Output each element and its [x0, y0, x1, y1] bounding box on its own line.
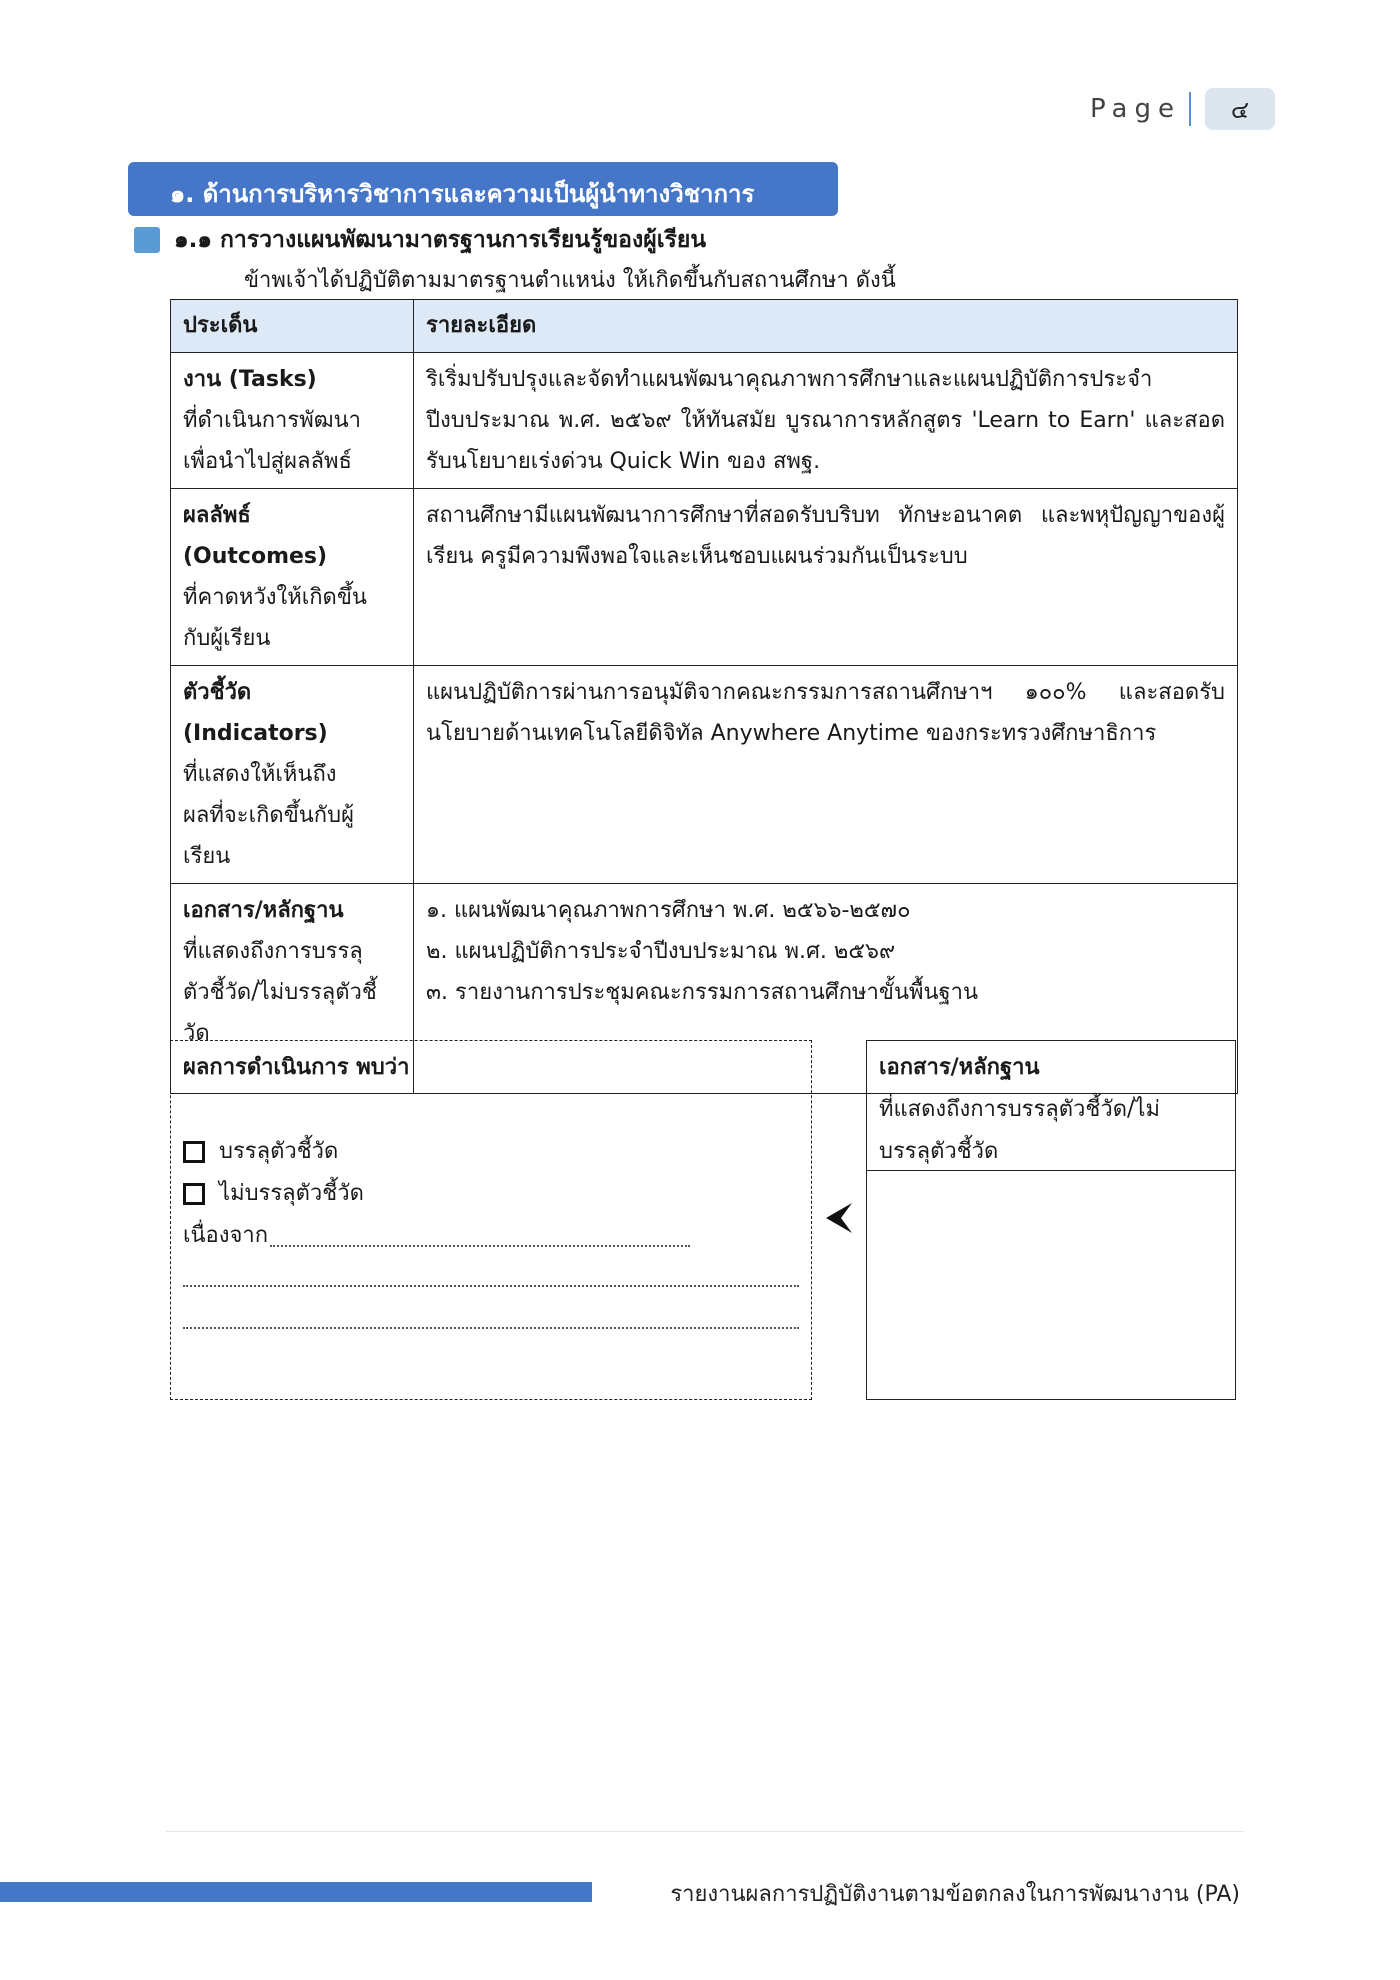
table-row — [171, 489, 1238, 666]
intro-text: ข้าพเจ้าได้ปฏิบัติตามมาตรฐานตำแหน่ง ให้เกิดขึ้นกับสถานศึกษา ดังนี้ — [244, 268, 896, 293]
result-title: ผลการดำเนินการ พบว่า — [183, 1055, 410, 1080]
option-label: บรรลุตัวชี้วัด — [219, 1139, 339, 1164]
evidence-subtitle: บรรลุตัวชี้วัด — [879, 1139, 999, 1164]
page-label: Page — [1090, 94, 1181, 124]
row-detail: แผนปฏิบัติการผ่านการอนุมัติจากคณะกรรมการสถานศึกษาฯ ๑๐๐% และสอดรับนโยบายด้านเทคโนโลยีดิจิทัล Anywhere Anytime ของกระทรวงศึกษาธิการ — [414, 666, 1238, 884]
option-achieved[interactable] — [183, 1131, 799, 1173]
page-separator — [1189, 92, 1191, 126]
page-number — [1090, 88, 1275, 130]
row-subtitle: ที่ดำเนินการพัฒนา — [183, 408, 361, 433]
section-heading: ๑. ด้านการบริหารวิชาการและความเป็นผู้นำทางวิชาการ — [128, 162, 838, 216]
footer-accent-bar — [0, 1882, 592, 1902]
evidence-subtitle: ที่แสดงถึงการบรรลุตัวชี้วัด/ไม่ — [879, 1097, 1160, 1122]
row-subtitle: ผลที่จะเกิดขึ้นกับผู้เรียน — [183, 803, 354, 869]
evidence-box — [866, 1040, 1236, 1400]
evidence-item: ๑. แผนพัฒนาคุณภาพการศึกษา พ.ศ. ๒๕๖๖-๒๕๗๐ — [426, 898, 911, 923]
reason-fill-line[interactable] — [183, 1257, 799, 1287]
reason-fill-line[interactable] — [183, 1299, 799, 1329]
row-title: ผลลัพธ์ (Outcomes) — [183, 503, 328, 569]
row-subtitle: ที่แสดงถึงการบรรลุ — [183, 939, 363, 964]
column-header: รายละเอียด — [414, 300, 1238, 353]
row-title: ตัวชี้วัด (Indicators) — [183, 680, 328, 746]
standards-table — [170, 299, 1238, 1094]
option-not-achieved[interactable] — [183, 1173, 799, 1215]
reason-fill-line[interactable] — [270, 1217, 690, 1247]
evidence-header — [867, 1041, 1235, 1171]
row-detail: สถานศึกษามีแผนพัฒนาการศึกษาที่สอดรับบริบท ทักษะอนาคต และพหุปัญญาของผู้เรียน ครูมีความพึงพอใจและเห็นชอบแผนร่วมกันเป็นระบบ — [414, 489, 1238, 666]
subsection-heading — [134, 222, 706, 258]
row-subtitle: ตัวชี้วัด/ไม่บรรลุตัวชี้วัด — [183, 980, 377, 1046]
row-label-cell — [171, 489, 414, 666]
checkbox-icon[interactable] — [183, 1141, 205, 1163]
checkbox-icon[interactable] — [183, 1183, 205, 1205]
footer-divider — [166, 1831, 1244, 1832]
row-detail: ริเริ่มปรับปรุงและจัดทำแผนพัฒนาคุณภาพการศึกษาและแผนปฏิบัติการประจำปีงบประมาณ พ.ศ. ๒๕๖๙ ให้ทันสมัย บูรณาการหลักสูตร 'Learn to Earn' และสอดรับนโยบายเร่งด่วน Quick Win ของ สพฐ. — [414, 353, 1238, 489]
arrow-left-icon — [824, 1200, 854, 1236]
row-title: งาน (Tasks) — [183, 367, 317, 392]
table-header-row — [171, 300, 1238, 353]
page-number-value: ๔ — [1205, 88, 1275, 130]
row-subtitle: ที่คาดหวังให้เกิดขึ้น — [183, 585, 367, 610]
result-box — [170, 1040, 812, 1400]
evidence-item: ๓. รายงานการประชุมคณะกรรมการสถานศึกษาขั้นพื้นฐาน — [426, 980, 979, 1005]
footer-title: รายงานผลการปฏิบัติงานตามข้อตกลงในการพัฒนางาน (PA) — [670, 1882, 1240, 1907]
row-label-cell — [171, 353, 414, 489]
evidence-item: ๒. แผนปฏิบัติการประจำปีงบประมาณ พ.ศ. ๒๕๖๙ — [426, 939, 896, 964]
row-label-cell — [171, 666, 414, 884]
table-row — [171, 666, 1238, 884]
reason-row — [183, 1215, 799, 1257]
option-label: ไม่บรรลุตัวชี้วัด — [219, 1181, 364, 1206]
row-subtitle: ที่แสดงให้เห็นถึง — [183, 762, 337, 787]
row-subtitle: เพื่อนำไปสู่ผลลัพธ์ — [183, 449, 352, 474]
reason-label: เนื่องจาก — [183, 1223, 269, 1248]
evidence-title: เอกสาร/หลักฐาน — [879, 1055, 1040, 1080]
table-row — [171, 353, 1238, 489]
row-subtitle: กับผู้เรียน — [183, 626, 271, 651]
square-bullet-icon — [134, 227, 160, 253]
subsection-title: ๑.๑ การวางแผนพัฒนามาตรฐานการเรียนรู้ของผู้เรียน — [174, 227, 707, 253]
row-title: เอกสาร/หลักฐาน — [183, 898, 344, 923]
column-header: ประเด็น — [171, 300, 414, 353]
